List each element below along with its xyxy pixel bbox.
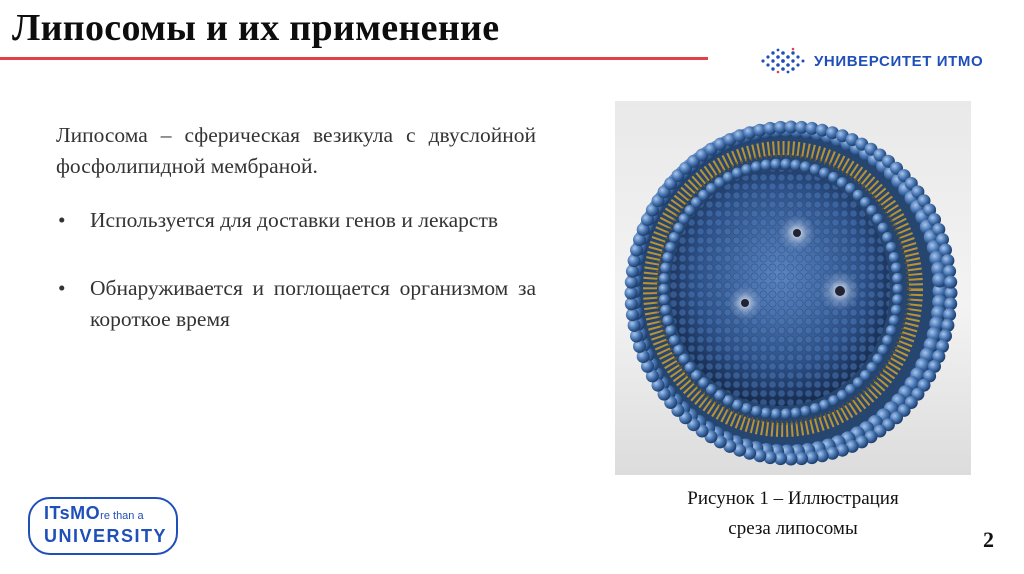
lipid-head-bead (878, 223, 889, 234)
itmo-brand-logo (760, 44, 983, 78)
lipid-head-bead (891, 262, 902, 273)
lipid-head-bead (892, 273, 903, 284)
caption-line-2: среза липосомы (728, 518, 858, 539)
lipid-head-bead (886, 325, 897, 336)
lipid-head-bead (659, 273, 670, 284)
caption-line-1: Рисунок 1 – Иллюстрация (687, 488, 899, 509)
list-item (56, 205, 536, 236)
lipid-head-bead (891, 305, 902, 316)
lipid-head-bead (800, 161, 811, 172)
lipid-head-bead (892, 294, 903, 305)
lipid-head-bead (800, 406, 811, 417)
liposome-illustration (615, 101, 971, 475)
badge-itmo-text: ITsMO (44, 503, 101, 523)
lipid-head-bead (781, 159, 792, 170)
lipid-head-bead (659, 294, 670, 305)
badge-university-text: UNIVERSITY (44, 526, 168, 546)
lipid-head-bead (741, 164, 752, 175)
bullet-list (56, 205, 536, 335)
lipid-head-bead (790, 160, 801, 171)
lipid-head-bead (665, 242, 676, 253)
lipid-head-bead (771, 408, 782, 419)
lipid-head-bead (889, 315, 900, 326)
lipid-head-bead (882, 335, 893, 346)
lipid-head-bead (790, 408, 801, 419)
bullet-text: Обнаруживается и поглощается организмом за короткое время (90, 276, 536, 331)
figure-caption (615, 484, 971, 544)
liposome-definition: Липосома – сферическая везикула с двуслойной фосфолипидной мембраной. (56, 123, 536, 178)
bullet-marker: • (58, 276, 66, 300)
bullet-marker: • (58, 208, 66, 232)
badge-line-1 (44, 503, 144, 524)
lipid-head-bead (761, 408, 772, 419)
lipid-head-bead (889, 252, 900, 263)
lipid-head-bead (662, 315, 673, 326)
badge-tagline-text: re than a (100, 510, 144, 522)
lipid-head-bead (882, 232, 893, 243)
page-number: 2 (983, 527, 994, 552)
lipid-head-bead (669, 335, 680, 346)
lipid-head-bead (660, 305, 671, 316)
lipid-head-bead (662, 252, 673, 263)
lipid-head-bead (665, 325, 676, 336)
bullet-text: Используется для доставки генов и лекарств (90, 208, 498, 232)
lipid-head-bead (659, 284, 670, 295)
brand-name: УНИВЕРСИТЕТ ИТМО (814, 52, 984, 70)
lipid-head-bead (771, 159, 782, 170)
lipid-head-bead (751, 161, 762, 172)
lipid-head-bead (751, 406, 762, 417)
list-item (56, 273, 536, 335)
lipid-head-bead (669, 232, 680, 243)
itmo-dots-icon (760, 46, 806, 76)
slide-title: Липосомы и их применение (12, 7, 500, 49)
itmo-more-than-university-logo (28, 497, 178, 555)
lipid-head-bead (893, 284, 904, 295)
lipid-head-bead (660, 262, 671, 273)
lipid-head-bead (673, 345, 684, 356)
lipid-head-bead (886, 242, 897, 253)
liposome-cross-section-image (615, 101, 971, 475)
lipid-head-bead (761, 160, 772, 171)
lipid-head-bead (944, 276, 957, 289)
lipid-head-bead (781, 408, 792, 419)
slide-body (56, 120, 536, 372)
lipid-head-bead (810, 403, 821, 414)
title-divider (0, 57, 708, 60)
